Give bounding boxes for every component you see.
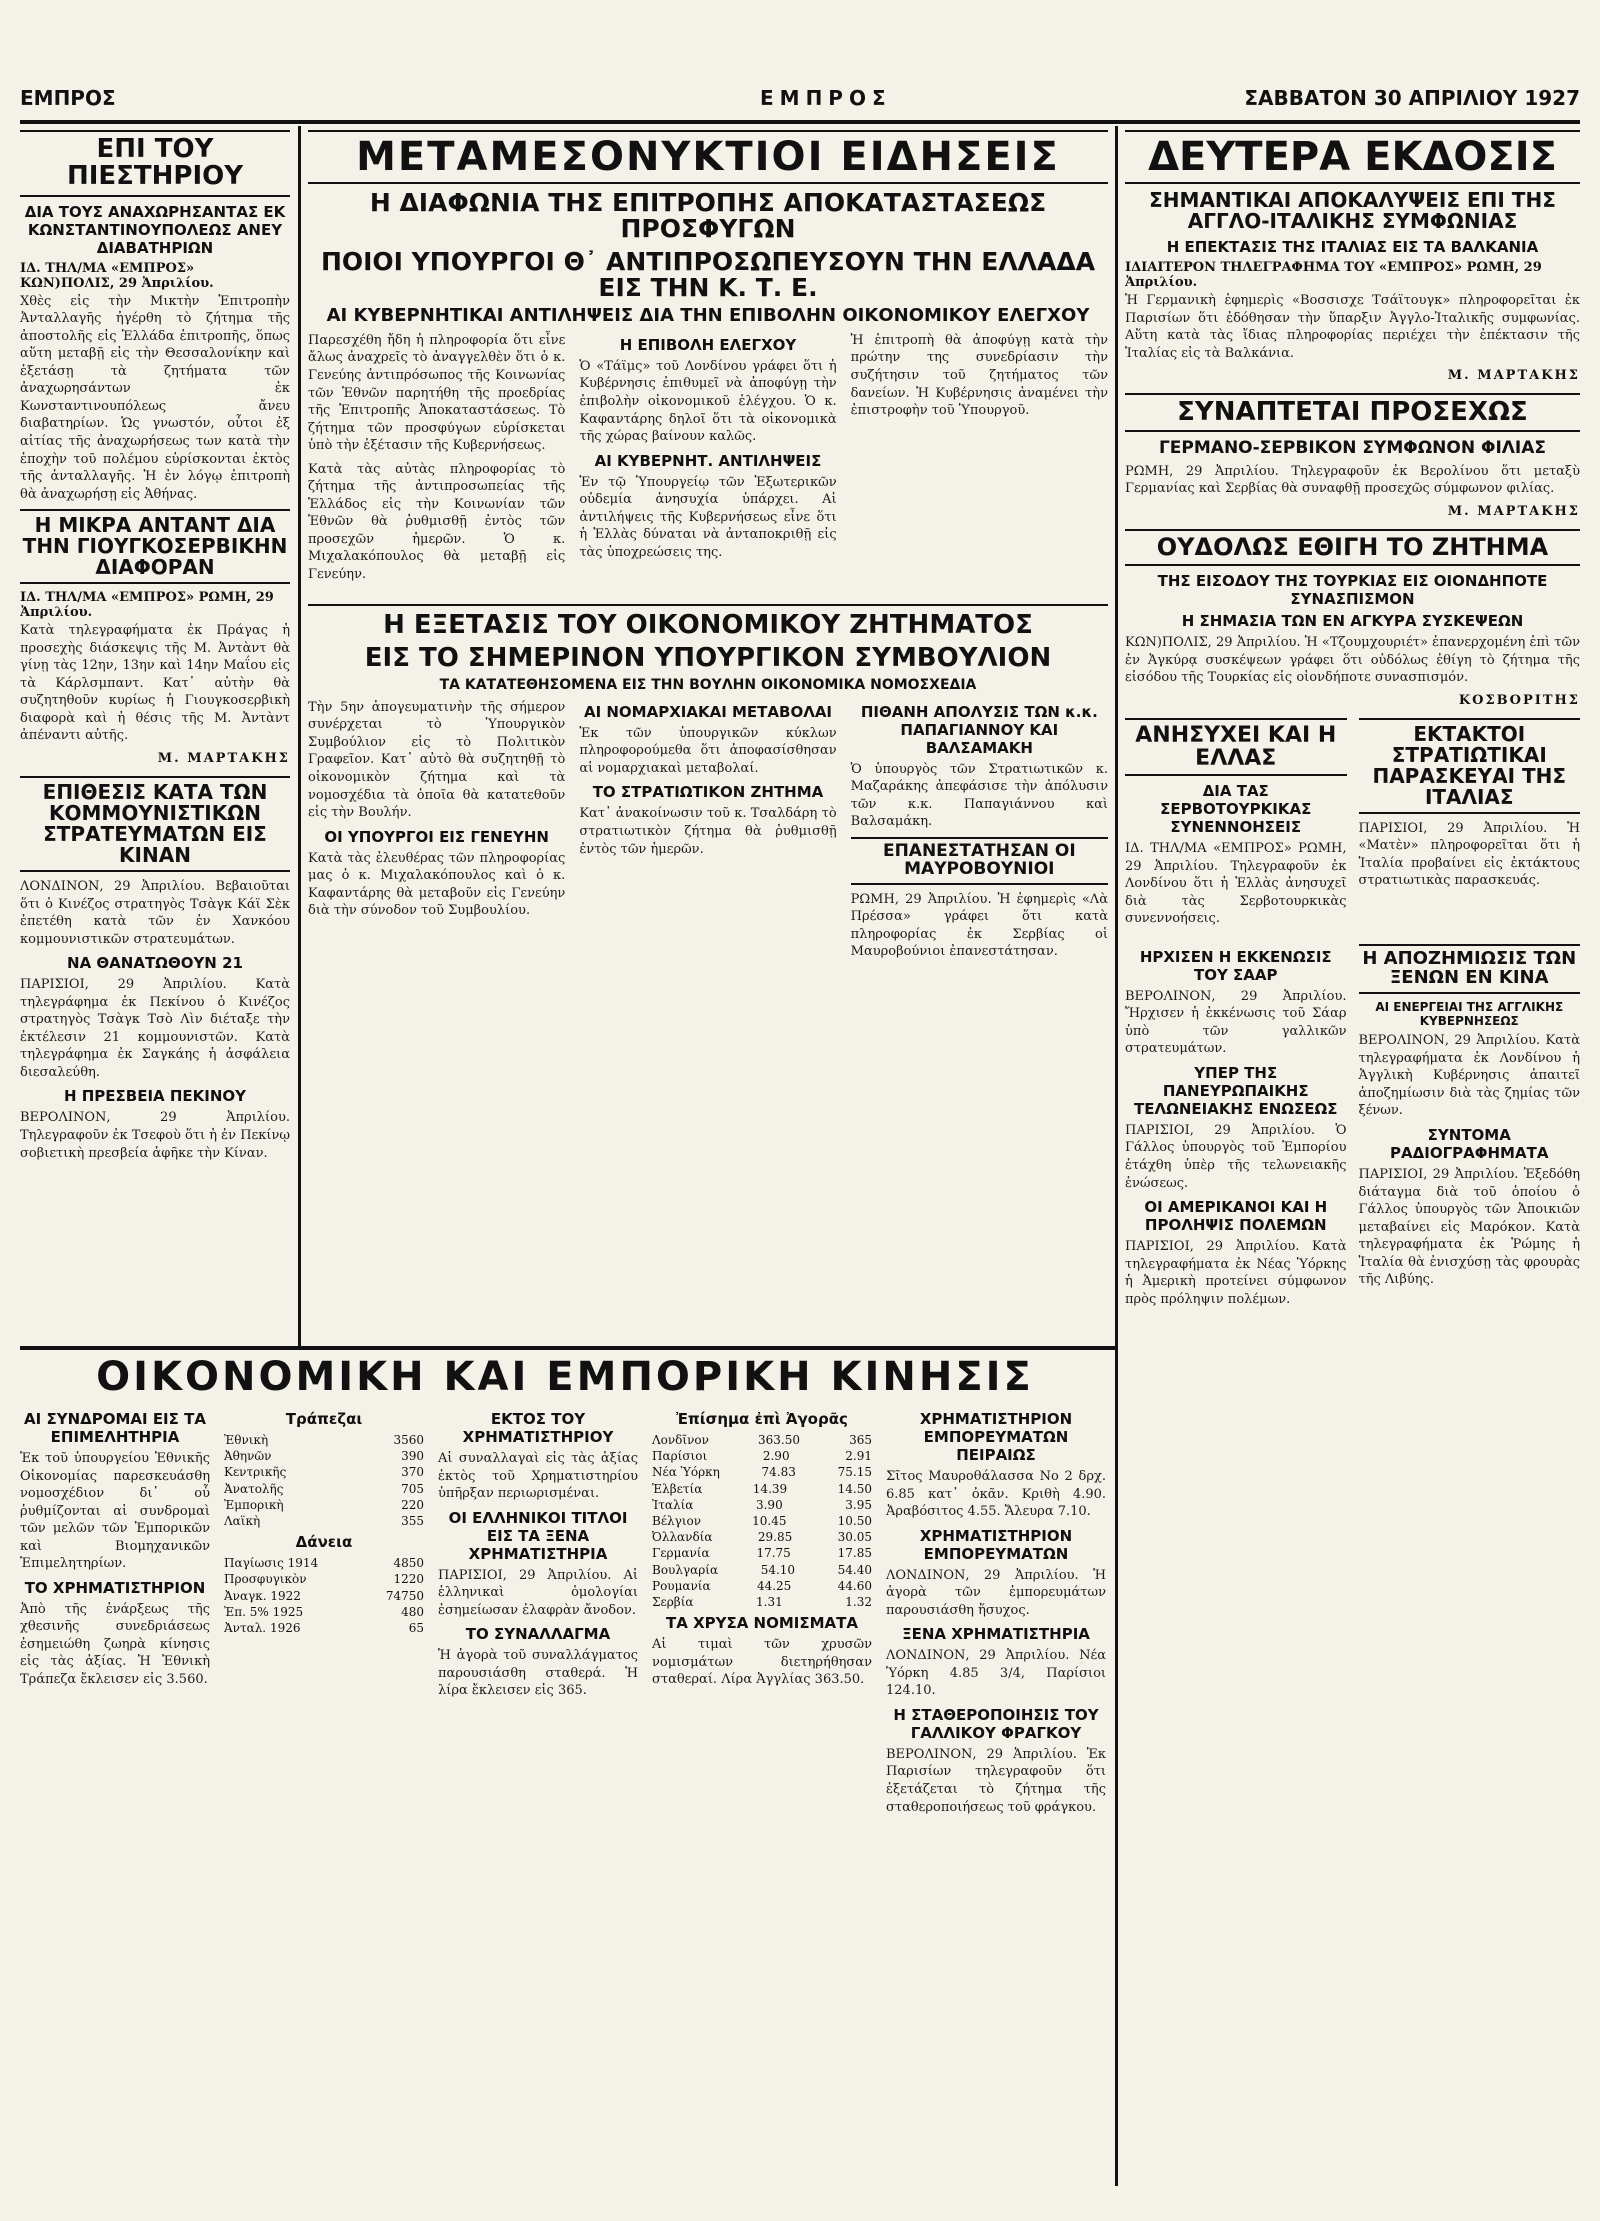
right-text2: ΡΩΜΗ, 29 Ἀπριλίου. Τηλεγραφοῦν ἐκ Βερολίνου ὅτι μεταξὺ Γερμανίας καὶ Σερβίας θὰ συναφθῇ προσεχῶς σύμφωνον φιλίας.: [1125, 463, 1580, 497]
table-cell: 3.90: [755, 1497, 783, 1512]
center-col-a: [308, 332, 565, 590]
finance-text2: Ἀπὸ τῆς ἐνάρξεως τῆς χθεσινῆς συνεδριάσεως ἐσημειώθη ζωηρὰ κίνησις εἰς τὰς ἀξίας. Ἡ Ἐθνικὴ Τράπεζα ἔκλεισεν εἰς 3.560.: [20, 1601, 210, 1688]
story5-heading: Η ΠΡΕΣΒΕΙΑ ΠΕΚΙΝΟΥ: [63, 1087, 247, 1106]
finance-col-5: [886, 1406, 1106, 1822]
table-cell: Ἑλβετία: [652, 1481, 703, 1496]
table-row: [224, 1497, 424, 1513]
bottom-text12: ΠΑΡΙΣΙΟΙ, 29 Ἀπριλίου. Ὁ Γάλλος ὑπουργὸς τοῦ Ἐμπορίου ἐτάχθη ὑπὲρ τῆς τελωνειακῆς ἑνώσεως.: [1125, 1122, 1347, 1191]
finance-text1: Ἐκ τοῦ ὑπουργείου Ἐθνικῆς Οἰκονομίας παρεσκευάσθη νομοσχέδιον δι᾽ οὗ ῥυθμίζονται αἱ συνδρομαὶ τῶν μελῶν τῶν Ἐμπορικῶν καὶ Βιομηχανικῶν Ἐπιμελητηρίων.: [20, 1451, 210, 1572]
center-head2: ΠΟΙΟΙ ΥΠΟΥΡΓΟΙ Θ᾽ ΑΝΤΙΠΡΟΣΩΠΕΥΣΟΥΝ ΤΗΝ ΕΛΛΑΔΑ ΕΙΣ ΤΗΝ Κ. Τ. Ε.: [320, 246, 1096, 302]
finance-sub6: ΤΑ ΧΡΥΣΑ ΝΟΜΙΣΜΑΤΑ: [666, 1614, 858, 1633]
table-row: [652, 1545, 872, 1561]
table-row: [224, 1571, 424, 1587]
right-column: [1125, 130, 1580, 2180]
table-cell: 14.50: [837, 1481, 872, 1496]
center-text-a: Παρεσχέθη ἤδη ἡ πληροφορία ὅτι εἶνε ἄλως ἀναχρεῖς τὸ ἀναγγελθὲν ὅτι ὁ κ. Γενεύης ἀντιπρόσωπος τῆς Κοινωνίας τῶν Ἐθνῶν παρητήθη τῆς προεδρίας τῆς Ἐπιτροπῆς Ἀποκαταστάσεως. Τὸ ζήτημα τῶν προσφύγων εὑρίσκεται ὑπὸ τὴν ἐξέτασιν τῆς Κυβερνήσεως.: [308, 332, 566, 454]
right-bottom-split: [1125, 944, 1580, 1315]
finance-sub5: ΤΟ ΣΥΝΑΛΛΑΓΜΑ: [465, 1625, 611, 1644]
finance-sub2: ΤΟ ΧΡΗΜΑΤΙΣΤΗΡΙΟΝ: [24, 1578, 206, 1597]
column-rule: [1115, 126, 1118, 2186]
table-row: [652, 1594, 872, 1610]
table-cell: 17.75: [756, 1546, 791, 1561]
center-sub-e: ΤΟ ΣΤΡΑΤΙΩΤΙΚΟΝ ΖΗΤΗΜΑ: [592, 783, 824, 802]
masthead-date: ΣΑΒΒΑΤΟΝ 30 ΑΠΡΙΛΙΟΥ 1927: [1244, 86, 1580, 110]
finance-columns: [20, 1406, 1110, 1822]
table-cell: 1.31: [756, 1594, 783, 1609]
right-split-left: [1125, 718, 1347, 934]
finance-sub10: Η ΣΤΑΘΕΡΟΠΟΙΗΣΙΣ ΤΟΥ ΓΑΛΛΙΚΟΥ ΦΡΑΓΚΟΥ: [893, 1705, 1099, 1742]
table-cell: Ἐπ. 5% 1925: [224, 1604, 304, 1619]
table-cell: Παγίωσις 1914: [224, 1556, 319, 1571]
table-cell: 29.85: [757, 1530, 793, 1545]
bottom-sub11: ΗΡΧΙΣΕΝ Η ΕΚΚΕΝΩΣΙΣ ΤΟΥ ΣΑΑΡ: [1139, 947, 1332, 984]
center-col-c: [851, 332, 1108, 590]
right-sig3: ΚΟΣΒΟΡΙΤΗΣ: [1458, 692, 1580, 708]
finance-col-3: [438, 1406, 638, 1822]
finance-col-1: [20, 1406, 210, 1822]
table-row: [652, 1481, 872, 1497]
center-section: [308, 130, 1108, 1340]
table-cell: 65: [408, 1620, 424, 1635]
story2-text: Κατὰ τηλεγραφήματα ἐκ Πράγας ἡ προσεχὴς διάσκεψις τῆς Μ. Ἀντὰντ θὰ γίνῃ τὰς 12ην, 13ην καὶ 14ην Μαΐου εἰς τὰ Κάρλσμπαντ. Κατ᾽ αὐτὴν θὰ συζητηθοῦν κυρίως ἡ Γιουγκοσερβικὴ διαφορὰ καὶ ἡ θέσις τῆς Μ. Ἀντὰντ ἀπέναντι αὐτῆς.: [20, 623, 290, 744]
right-text5: ΠΑΡΙΣΙΟΙ, 29 Ἀπριλίου. Ἡ «Ματὲν» πληροφορεῖται ὅτι ἡ Ἰταλία προβαίνει εἰς ἐκτάκτους στρατιωτικὰς παρασκευάς.: [1358, 820, 1580, 889]
story4-text: ΠΑΡΙΣΙΟΙ, 29 Ἀπριλίου. Κατὰ τηλεγράφημα ἐκ Πεκίνου ὁ Κινέζος στρατηγὸς Τσὰγκ Τσὸ Λὶν διέταξε τὴν ἐκτέλεσιν 21 κομμουνιστῶν. Κατὰ τηλεγράφημα ἐκ Σαγκάης ἡ ἀσφάλεια διεσαλεύθη.: [20, 977, 290, 1080]
table-row: [224, 1448, 424, 1464]
right-bottom-left: [1125, 944, 1347, 1315]
right-head3: ΟΥΔΟΛΩΣ ΕΘΙΓΗ ΤΟ ΖΗΤΗΜΑ: [1125, 529, 1580, 566]
center-banner: ΜΕΤΑΜΕΣΟΝΥΚΤΙΟΙ ΕΙΔΗΣΕΙΣ: [308, 130, 1108, 184]
right-head1-sub: Η ΕΠΕΚΤΑΣΙΣ ΤΗΣ ΙΤΑΛΙΑΣ ΕΙΣ ΤΑ ΒΑΛΚΑΝΙΑ: [1166, 238, 1539, 256]
bottom-text15: ΠΑΡΙΣΙΟΙ, 29 Ἀπριλίου. Ἐξεδόθη διάταγμα διὰ τοῦ ὁποίου ὁ Γάλλος ὑπουργὸς τῶν Ἀποικιῶν μεταβαίνει εἰς Μαρόκον. Κατὰ τηλεγραφήματα ἐκ Ῥώμης ἡ Ἰταλία θὰ ἐνισχύσῃ τὰς φρουρὰς τῆς Λιβύης.: [1358, 1167, 1580, 1288]
right-head4: ΑΝΗΣΥΧΕΙ ΚΑΙ Η ΕΛΛΑΣ: [1125, 718, 1347, 776]
table-row: [652, 1562, 872, 1578]
table-cell: 14.39: [752, 1481, 788, 1496]
right-head3-sub2: Η ΣΗΜΑΣΙΑ ΤΩΝ ΕΝ ΑΓΚΥΡΑ ΣΥΣΚΕΨΕΩΝ: [1181, 612, 1524, 631]
finance-col-2: [224, 1406, 424, 1822]
finance-text9: ΛΟΝΔΙΝΟΝ, 29 Ἀπριλίου. Νέα Ὑόρκη 4.85 3/4, Παρίσιοι 124.10.: [886, 1648, 1106, 1699]
table-cell: Γερμανία: [652, 1546, 710, 1561]
bottom-text13: ΠΑΡΙΣΙΟΙ, 29 Ἀπριλίου. Κατὰ τηλεγραφήματα ἐκ Νέας Ὑόρκης ἡ Ἀμερικὴ προτείνει σύμφωνον πρὸς πρόληψιν πολέμων.: [1125, 1239, 1347, 1307]
table-cell: 10.50: [837, 1513, 872, 1528]
table-cell: Παρίσιοι: [652, 1449, 708, 1464]
bank-table-title: Τράπεζαι: [285, 1410, 363, 1428]
table-row: [224, 1555, 424, 1571]
right-dateline1: ΙΔΙΑΙΤΕΡΟΝ ΤΗΛΕΓΡΑΦΗΜΑ ΤΟΥ «ΕΜΠΡΟΣ» ΡΩΜΗ, 29 Ἀπριλίου.: [1125, 260, 1542, 290]
table-cell: Σερβία: [652, 1594, 694, 1609]
center-head6: ΤΑ ΚΑΤΑΤΕΘΗΣΟΜΕΝΑ ΕΙΣ ΤΗΝ ΒΟΥΛΗΝ ΟΙΚΟΝΟΜΙΚΑ ΝΟΜΟΣΧΕΔΙΑ: [439, 677, 977, 694]
table-cell: 44.25: [756, 1578, 792, 1593]
bottom-text11: ΒΕΡΟΛΙΝΟΝ, 29 Ἀπριλίου. Ἤρχισεν ἡ ἐκκένωσις τοῦ Σάαρ ὑπὸ τῶν γαλλικῶν στρατευμάτων.: [1125, 988, 1347, 1057]
story1-dateline: ΙΔ. ΤΗΛ/ΜΑ «ΕΜΠΡΟΣ» ΚΩΝ)ΠΟΛΙΣ, 29 Ἀπριλίου.: [20, 260, 214, 291]
table-row: [224, 1464, 424, 1480]
table-cell: Ἀνταλ. 1926: [224, 1620, 301, 1635]
fx-table-title: Ἐπίσημα ἐπὶ Ἀγορᾶς: [676, 1410, 848, 1428]
table-cell: 4850: [393, 1556, 424, 1571]
right-text4: ΙΔ. ΤΗΛ/ΜΑ «ΕΜΠΡΟΣ» ΡΩΜΗ, 29 Ἀπριλίου. Τηλεγραφοῦν ἐκ Λονδίνου ὅτι ἡ Ἑλλὰς ἀνησυχεῖ διὰ τὰς Σερβοτουρκικὰς συνεννοήσεις.: [1125, 840, 1347, 927]
finance-sub1: ΑΙ ΣΥΝΔΡΟΜΑΙ ΕΙΣ ΤΑ ΕΠΙΜΕΛΗΤΗΡΙΑ: [24, 1410, 206, 1446]
right-head3-sub: ΤΗΣ ΕΙΣΟΔΟΥ ΤΗΣ ΤΟΥΡΚΙΑΣ ΕΙΣ ΟΙΟΝΔΗΠΟΤΕ ΣΥΝΑΣΠΙΣΜΟΝ: [1157, 572, 1548, 609]
right-head1: ΣΗΜΑΝΤΙΚΑΙ ΑΠΟΚΑΛΥΨΕΙΣ ΕΠΙ ΤΗΣ ΑΓΓΛΟ-ΙΤΑΛΙΚΗΣ ΣΥΜΦΩΝΙΑΣ: [1149, 188, 1556, 233]
center-columns-top: [308, 332, 1108, 590]
right-head5: ΕΚΤΑΚΤΟΙ ΣΤΡΑΤΙΩΤΙΚΑΙ ΠΑΡΑΣΚΕΥΑΙ ΤΗΣ ΙΤΑΛΙΑΣ: [1359, 718, 1581, 814]
table-cell: Νέα Ὑόρκη: [652, 1465, 720, 1480]
right-bottom-right: [1359, 944, 1581, 1315]
table-cell: 74.83: [761, 1465, 796, 1480]
finance-section: [20, 1356, 1110, 2186]
table-cell: 370: [401, 1465, 424, 1480]
center-sub-g: ΕΠΑΝΕΣΤΑΤΗΣΑΝ ΟΙ ΜΑΥΡΟΒΟΥΝΙΟΙ: [851, 837, 1108, 885]
table-cell: 355: [401, 1513, 424, 1528]
table-cell: Βουλγαρία: [652, 1562, 719, 1577]
table-row: [224, 1513, 424, 1529]
finance-sub3: ΕΚΤΟΣ ΤΟΥ ΧΡΗΜΑΤΙΣΤΗΡΙΟΥ: [462, 1410, 614, 1446]
center-text-e: Ἡ ἐπιτροπὴ θὰ ἀποφύγῃ κατὰ τὴν πρώτην της συνεδρίασιν τὴν συζήτησιν τοῦ ζητήματος τῶν δανείων. Ἡ Κυβέρνησις ἀναμένει τὴν ἐπιστροφὴν τοῦ Ὑπουργοῦ.: [850, 332, 1108, 419]
center-col-d: [308, 699, 565, 967]
story4-heading: ΝΑ ΘΑΝΑΤΩΘΟΥΝ 21: [67, 954, 243, 973]
center-text-g: Κατὰ τὰς ἐλευθέρας τῶν πληροφορίας μας ὁ κ. Μιχαλακόπουλος καὶ ὁ κ. Καφαντάρης θὰ μεταβοῦν εἰς Γενεύην διὰ τὴν σύνοδον τοῦ Συμβουλίου.: [308, 850, 566, 919]
table-cell: Λονδῖνον: [652, 1433, 709, 1447]
finance-text6: Αἱ τιμαὶ τῶν χρυσῶν νομισμάτων διετηρήθησαν σταθεραί. Λίρα Ἀγγλίας 363.50.: [652, 1637, 872, 1688]
table-cell: Λαϊκὴ: [224, 1513, 261, 1528]
finance-text10: ΒΕΡΟΛΙΝΟΝ, 29 Ἀπριλίου. Ἐκ Παρισίων τηλεγραφοῦν ὅτι ἐξετάζεται τὸ ζήτημα τῆς σταθεροποιήσεως τοῦ φράγκου.: [886, 1746, 1106, 1815]
table-cell: 44.60: [837, 1578, 872, 1593]
center-col-b: [579, 332, 836, 590]
center-sub-f: ΠΙΘΑΝΗ ΑΠΟΛΥΣΙΣ ΤΩΝ κ.κ. ΠΑΠΑΓΙΑΝΝΟΥ ΚΑΙ ΒΑΛΣΑΜΑΚΗ: [860, 702, 1098, 757]
table-cell: 390: [401, 1449, 424, 1464]
story3-text: ΛΟΝΔΙΝΟΝ, 29 Ἀπριλίου. Βεβαιοῦται ὅτι ὁ Κινέζος στρατηγὸς Τσὰγκ Κάϊ Σὲκ ἐπετέθη κατὰ τῶν ἐν Χανκόου κομμουνιστικῶν στρατευμάτων.: [20, 878, 290, 947]
table-row: [652, 1497, 872, 1513]
table-cell: Ἐθνικὴ: [224, 1433, 269, 1447]
finance-col-4: [652, 1406, 872, 1822]
table-row: [652, 1464, 872, 1480]
story1-text: Χθὲς εἰς τὴν Μικτὴν Ἐπιτροπὴν Ἀνταλλαγῆς ἠγέρθη τὸ ζήτημα τῆς ἀποστολῆς εἰς Ἑλλάδα ἐπιτροπῆς, ὅπως αὕτη μεταβῇ εἰς τὴν Θεσσαλονίκην καὶ ἐξετάσῃ τὰ ζητήματα τῶν ἀναχωρησάντων ἐκ Κωνσταντινουπόλεως ἄνευ διαβατηρίων. Ὡς γνωστόν, οὗτοι ἐξ αἰτίας τῆς ἀναχωρήσεως των κατὰ τὴν ἐποχὴν τοῦ πολέμου εὑρίσκονται ἐκτὸς τῆς ἀνταλλαγῆς. Ἡ ἐν λόγῳ ἐπιτροπὴ θὰ ἀναχωρήσῃ εἰς Ἀθήνας.: [20, 293, 290, 502]
center-head4: Η ΕΞΕΤΑΣΙΣ ΤΟΥ ΟΙΚΟΝΟΜΙΚΟΥ ΖΗΤΗΜΑΤΟΣ: [308, 604, 1108, 639]
center-col-f: [851, 699, 1108, 967]
table-cell: 17.85: [837, 1546, 872, 1561]
right-text1: Ἡ Γερμανικὴ ἐφημερὶς «Βοσσισχε Τσάϊτουγκ» πληροφορεῖται ἐκ Παρισίων ὅτι ἐδόθησαν τὴν ὕπαρξιν Ἀγγλο-Ἰταλικῆς συμφωνίας. Αὕτη κατὰ τὰς ἴδιας πληροφορίας περιέχει τὴν ἐπέκτασιν τῆς Ἰταλίας εἰς τὰ Βαλκάνια.: [1125, 293, 1580, 361]
right-head2: ΣΥΝΑΠΤΕΤΑΙ ΠΡΟΣΕΧΩΣ: [1125, 393, 1580, 432]
table-row: [224, 1604, 424, 1620]
center-text-d: Ἐν τῷ Ὑπουργείῳ τῶν Ἐξωτερικῶν οὐδεμία ἀνησυχία ὑπάρχει. Αἱ ἀντιλήψεις τῆς Κυβερνήσεως εἶνε ὅτι ἡ Ἑλλὰς δύναται νὰ ἀνταποκριθῇ εἰς τὰς ὑποχρεώσεις της.: [579, 474, 837, 560]
table-cell: 10.45: [752, 1513, 787, 1528]
right-sig1: Μ. ΜΑΡΤΑΚΗΣ: [1447, 368, 1580, 384]
table-row: [652, 1448, 872, 1464]
center-text-f: Τὴν 5ην ἀπογευματινὴν τῆς σήμερον συνέρχεται τὸ Ὑπουργικὸν Συμβούλιον εἰς τὸ Πολιτικὸν Γραφεῖον. Κατ᾽ αὐτὸ θὰ συζητηθῇ τὸ οἰκονομικὸν ζήτημα καὶ τὰ νομοσχέδια τὰ ὁποῖα θὰ κατατεθοῦν εἰς τὴν Βουλήν.: [308, 699, 566, 821]
table-row: [652, 1513, 872, 1529]
right-head4-sub: ΔΙΑ ΤΑΣ ΣΕΡΒΟΤΟΥΡΚΙΚΑΣ ΣΥΝΕΝΝΟΗΣΕΙΣ: [1160, 781, 1312, 836]
table-cell: 3560: [393, 1433, 424, 1447]
table-cell: 2.90: [762, 1449, 790, 1464]
finance-text4: ΠΑΡΙΣΙΟΙ, 29 Ἀπριλίου. Αἱ ἑλληνικαὶ ὁμολογίαι ἐσημείωσαν ἐλαφρὰν ἄνοδον.: [438, 1567, 638, 1618]
center-columns-bottom: [308, 699, 1108, 967]
table-row: [652, 1432, 872, 1448]
column-rule: [298, 126, 301, 1346]
loan-table: [224, 1555, 424, 1636]
left-column: [20, 130, 290, 1340]
center-sub-c: ΟΙ ΥΠΟΥΡΓΟΙ ΕΙΣ ΓΕΝΕΥΗΝ: [324, 827, 549, 846]
center-sub-b: ΑΙ ΚΥΒΕΡΝΗΤ. ΑΝΤΙΛΗΨΕΙΣ: [594, 451, 822, 470]
story2-heading: Η ΜΙΚΡΑ ΑΝΤΑΝΤ ΔΙΑ ΤΗΝ ΓΙΟΥΓΚΟΣΕΡΒΙΚΗΝ ΔΙΑΦΟΡΑΝ: [20, 509, 290, 584]
finance-sub9: ΞΕΝΑ ΧΡΗΜΑΤΙΣΤΗΡΙΑ: [902, 1625, 1090, 1644]
table-cell: Ὀλλανδία: [652, 1530, 713, 1545]
table-cell: Ἀνατολῆς: [224, 1481, 284, 1496]
table-row: [652, 1529, 872, 1545]
table-cell: 54.40: [837, 1562, 872, 1577]
center-head5: ΕΙΣ ΤΟ ΣΗΜΕΡΙΝΟΝ ΥΠΟΥΡΓΙΚΟΝ ΣΥΜΒΟΥΛΙΟΝ: [364, 642, 1052, 673]
finance-text8: ΛΟΝΔΙΝΟΝ, 29 Ἀπριλίου. Ἡ ἀγορὰ τῶν ἐμπορευμάτων παρουσιάσθη ἥσυχος.: [886, 1567, 1106, 1618]
masthead: [20, 86, 1580, 124]
table-row: [652, 1578, 872, 1594]
section-rule: [20, 1346, 1115, 1350]
finance-text5: Ἡ ἀγορὰ τοῦ συναλλάγματος παρουσιάσθη σταθερά. Ἡ λίρα ἔκλεισεν εἰς 365.: [438, 1648, 638, 1699]
finance-text3: Αἱ συναλλαγαὶ εἰς τὰς ἀξίας ἐκτὸς τοῦ Χρηματιστηρίου ὑπῆρξαν περιωρισμέναι.: [438, 1451, 638, 1502]
center-text-k: ΡΩΜΗ, 29 Ἀπριλίου. Ἡ ἐφημερὶς «Λὰ Πρέσσα» γράφει ὅτι κατὰ πληροφορίας ἐκ Σερβίας οἱ Μαυροβούνιοι ἐπανεστάτησαν.: [850, 891, 1108, 960]
story5-text: ΒΕΡΟΛΙΝΟΝ, 29 Ἀπριλίου. Τηλεγραφοῦν ἐκ Τσεφοὺ ὅτι ἡ ἐν Πεκίνῳ σοβιετικὴ πρεσβεία ἀφῆκε τὴν Κίναν.: [20, 1110, 290, 1161]
story2-dateline: ΙΔ. ΤΗΛ/ΜΑ «ΕΜΠΡΟΣ» ΡΩΜΗ, 29 Ἀπριλίου.: [20, 590, 274, 621]
right-split-right: [1359, 718, 1581, 934]
masthead-left: ΕΜΠΡΟΣ: [20, 86, 116, 110]
center-text-h: Ἐκ τῶν ὑπουργικῶν κύκλων πληροφορούμεθα ὅτι ἀποφασίσθησαν αἱ νομαρχιακαὶ μεταβολαί.: [579, 725, 837, 776]
left-column-header: ΕΠΙ ΤΟΥ ΠΙΕΣΤΗΡΙΟΥ: [20, 130, 290, 197]
bottom-sub13: ΟΙ ΑΜΕΡΙΚΑΝΟΙ ΚΑΙ Η ΠΡΟΛΗΨΙΣ ΠΟΛΕΜΩΝ: [1144, 1198, 1328, 1235]
center-sub-a: Η ΕΠΙΒΟΛΗ ΕΛΕΓΧΟΥ: [619, 335, 797, 354]
center-head3: ΑΙ ΚΥΒΕΡΝΗΤΙΚΑΙ ΑΝΤΙΛΗΨΕΙΣ ΔΙΑ ΤΗΝ ΕΠΙΒΟΛΗΝ ΟΙΚΟΝΟΜΙΚΟΥ ΕΛΕΓΧΟΥ: [326, 305, 1090, 326]
center-sub-d: ΑΙ ΝΟΜΑΡΧΙΑΚΑΙ ΜΕΤΑΒΟΛΑΙ: [583, 702, 833, 721]
table-cell: Ἀναγκ. 1922: [224, 1588, 301, 1603]
finance-sub7: ΧΡΗΜΑΤΙΣΤΗΡΙΟΝ ΕΜΠΟΡΕΥΜΑΤΩΝ ΠΕΙΡΑΙΩΣ: [919, 1410, 1073, 1464]
bottom-sub14b: ΑΙ ΕΝΕΡΓΕΙΑΙ ΤΗΣ ΑΓΓΛΙΚΗΣ ΚΥΒΕΡΝΗΣΕΩΣ: [1375, 999, 1564, 1028]
table-cell: 30.05: [837, 1530, 872, 1545]
bottom-text14: ΒΕΡΟΛΙΝΟΝ, 29 Ἀπριλίου. Κατὰ τηλεγραφήματα ἐκ Λονδίνου ἡ Ἀγγλικὴ Κυβέρνησις ἀπαιτεῖ ἀποζημίωσιν διὰ τὰς ζημίας τῶν ξένων.: [1358, 1033, 1580, 1119]
center-text-c: Ὁ «Τάϊμς» τοῦ Λονδίνου γράφει ὅτι ἡ Κυβέρνησις ἐπιθυμεῖ νὰ ἀποφύγῃ τὴν ἐπιβολὴν οἰκονομικοῦ ἐλέγχου. Ὁ κ. Καφαντάρης δηλοῖ ὅτι τὰ οἰκονομικὰ τῆς χώρας βαίνουν καλῶς.: [579, 358, 837, 445]
table-cell: Κεντρικῆς: [224, 1465, 287, 1480]
center-text-b: Κατὰ τὰς αὐτὰς πληροφορίας τὸ ζήτημα τῆς ἀντιπροσωπείας τῆς Ἑλλάδος εἰς τὴν Κοινωνίαν τῶν Ἐθνῶν θὰ ῥυθμισθῇ ἐντὸς τῶν προσεχῶν ἡμερῶν. Ὁ κ. Μιχαλακόπουλος θὰ μεταβῇ εἰς Γενεύην.: [308, 461, 566, 582]
finance-banner: ΟΙΚΟΝΟΜΙΚΗ ΚΑΙ ΕΜΠΟΡΙΚΗ ΚΙΝΗΣΙΣ: [96, 1356, 1034, 1400]
table-row: [224, 1620, 424, 1636]
table-cell: 2.91: [845, 1449, 872, 1464]
table-cell: 74750: [385, 1588, 424, 1603]
right-sig2: Μ. ΜΑΡΤΑΚΗΣ: [1447, 503, 1580, 519]
table-cell: Ρουμανία: [652, 1578, 711, 1593]
bottom-sub14: Η ΑΠΟΖΗΜΙΩΣΙΣ ΤΩΝ ΞΕΝΩΝ ΕΝ ΚΙΝΑ: [1359, 944, 1581, 994]
table-row: [224, 1481, 424, 1497]
table-cell: 3.95: [845, 1497, 872, 1512]
table-cell: 705: [401, 1481, 424, 1496]
right-split: [1125, 718, 1580, 934]
table-cell: Βέλγιον: [652, 1513, 702, 1528]
story1-heading: ΔΙΑ ΤΟΥΣ ΑΝΑΧΩΡΗΣΑΝΤΑΣ ΕΚ ΚΩΝΣΤΑΝΤΙΝΟΥΠΟΛΕΩΣ ΑΝΕΥ ΔΙΑΒΑΤΗΡΙΩΝ: [24, 202, 286, 257]
center-col-e: [579, 699, 836, 967]
center-text-i: Κατ᾽ ἀνακοίνωσιν τοῦ κ. Τσαλδάρη τὸ στρατιωτικὸν ζήτημα θὰ ῥυθμισθῇ ἐντὸς τῶν ἡμερῶν.: [579, 806, 837, 857]
table-cell: 1.32: [845, 1594, 872, 1609]
center-head1: Η ΔΙΑΦΩΝΙΑ ΤΗΣ ΕΠΙΤΡΟΠΗΣ ΑΠΟΚΑΤΑΣΤΑΣΕΩΣ ΠΡΟΣΦΥΓΩΝ: [369, 188, 1047, 244]
table-cell: 365: [849, 1433, 872, 1447]
finance-text7: Σῖτος Μαυροθάλασσα Νο 2 δρχ. 6.85 κατ᾽ ὀκᾶν. Κριθὴ 4.90. Ἀραβόσιτος 4.55. Ἄλευρα 7.10.: [886, 1469, 1106, 1520]
right-text3: ΚΩΝ)ΠΟΛΙΣ, 29 Ἀπριλίου. Ἡ «Τζουμχουριέτ» ἐπανερχομένη ἐπὶ τῶν ἐν Ἀγκύρᾳ συσκέψεων γράφει ὅτι οὐδόλως ἐθίγη τὸ ζήτημα τῆς εἰσόδου τῆς Τουρκίας εἰς οἱονδήποτε συνασπισμόν.: [1125, 635, 1580, 686]
right-banner: ΔΕΥΤΕΡΑ ΕΚΔΟΣΙΣ: [1125, 130, 1580, 184]
table-row: [224, 1588, 424, 1604]
table-cell: Ἀθηνῶν: [224, 1449, 272, 1464]
bottom-sub15: ΣΥΝΤΟΜΑ ΡΑΔΙΟΓΡΑΦΗΜΑΤΑ: [1390, 1126, 1549, 1163]
table-cell: 1220: [393, 1572, 424, 1587]
table-cell: Ἰταλία: [652, 1497, 694, 1512]
table-cell: 363.50: [758, 1433, 801, 1447]
loan-table-title: Δάνεια: [295, 1533, 353, 1552]
table-cell: 75.15: [837, 1465, 872, 1480]
finance-sub8: ΧΡΗΜΑΤΙΣΤΗΡΙΟΝ ΕΜΠΟΡΕΥΜΑΤΩΝ: [919, 1526, 1073, 1563]
bank-table: [224, 1432, 424, 1529]
table-cell: Προσφυγικὸν: [224, 1572, 307, 1587]
fx-table: [652, 1432, 872, 1610]
masthead-title: ΕΜΠΡΟΣ: [760, 86, 892, 110]
story3-heading: ΕΠΙΘΕΣΙΣ ΚΑΤΑ ΤΩΝ ΚΟΜΜΟΥΝΙΣΤΙΚΩΝ ΣΤΡΑΤΕΥΜΑΤΩΝ ΕΙΣ ΚΙΝΑΝ: [20, 776, 290, 872]
table-cell: 54.10: [760, 1562, 796, 1577]
bottom-sub12: ΥΠΕΡ ΤΗΣ ΠΑΝΕΥΡΩΠΑΙΚΗΣ ΤΕΛΩΝΕΙΑΚΗΣ ΕΝΩΣΕΩΣ: [1133, 1063, 1338, 1118]
table-cell: Ἐμπορικὴ: [224, 1497, 284, 1512]
finance-sub4: ΟΙ ΕΛΛΗΝΙΚΟΙ ΤΙΤΛΟΙ ΕΙΣ ΤΑ ΞΕΝΑ ΧΡΗΜΑΤΙΣΤΗΡΙΑ: [448, 1508, 628, 1563]
table-cell: 220: [401, 1497, 424, 1512]
table-cell: 480: [401, 1604, 424, 1619]
right-head2-sub: ΓΕΡΜΑΝΟ-ΣΕΡΒΙΚΟΝ ΣΥΜΦΩΝΟΝ ΦΙΛΙΑΣ: [1158, 438, 1547, 459]
story2-signature: Μ. ΜΑΡΤΑΚΗΣ: [157, 750, 290, 766]
table-row: [224, 1432, 424, 1448]
center-text-j: Ὁ ὑπουργὸς τῶν Στρατιωτικῶν κ. Μαζαράκης ἀπεφάσισε τὴν ἀπόλυσιν τῶν κ.κ. Παπαγιάννου καὶ Βαλσαμάκη.: [850, 761, 1108, 830]
